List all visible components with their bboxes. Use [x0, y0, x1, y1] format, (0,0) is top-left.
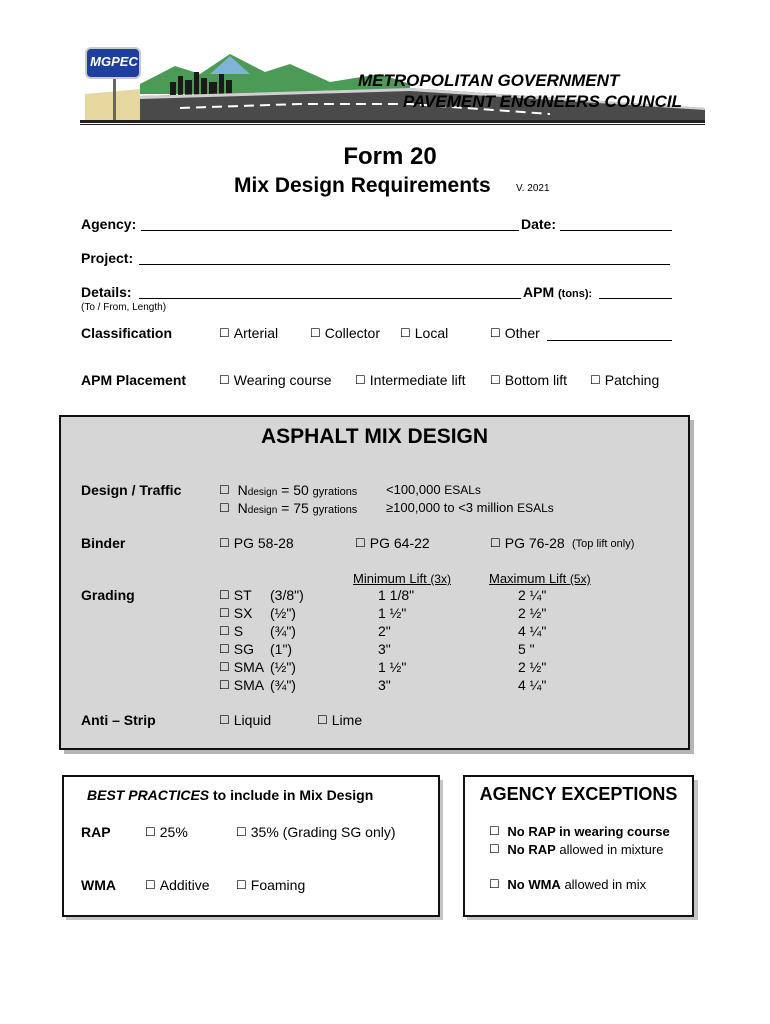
- placement-wearing-checkbox[interactable]: ☐ Wearing course: [219, 372, 332, 388]
- design-eq: = 50: [277, 482, 313, 498]
- best-practices-title-em: BEST PRACTICES: [87, 787, 210, 803]
- max-lift-note: (5x): [569, 572, 591, 586]
- min-lift-text: Minimum Lift: [353, 571, 427, 586]
- design-sub: design: [247, 487, 278, 498]
- max-lift-header: [489, 571, 591, 586]
- grading-sma-half-checkbox[interactable]: ☐ SMA: [219, 659, 264, 675]
- grading-sg-min: 3": [378, 641, 391, 657]
- exception-rest: allowed in mixture: [555, 842, 664, 857]
- wma-additive-checkbox[interactable]: ☐ Additive: [145, 877, 210, 893]
- min-lift-note: (3x): [430, 572, 451, 586]
- design-eq: = 75: [277, 500, 313, 516]
- design-n: N: [237, 482, 248, 498]
- classification-label: Classification: [81, 325, 173, 341]
- asphalt-title: ASPHALT MIX DESIGN: [260, 425, 489, 448]
- apm-unit: (tons):: [558, 288, 593, 300]
- binder-76-28-checkbox[interactable]: ☐ PG 76-28: [490, 535, 565, 551]
- antistrip-label: Anti – Strip: [81, 712, 156, 728]
- apm-label-text: APM: [523, 284, 555, 300]
- rap-label: RAP: [81, 824, 111, 840]
- apm-field[interactable]: [599, 298, 672, 299]
- grading-sg-max: 5 ": [518, 641, 535, 657]
- details-field[interactable]: [139, 298, 521, 299]
- logo-text: MGPEC: [90, 54, 138, 69]
- wma-foaming-checkbox[interactable]: ☐ Foaming: [236, 877, 305, 893]
- grading-sma-threequarter-checkbox[interactable]: ☐ SMA: [219, 677, 264, 693]
- exception-no-rap-mixture-checkbox[interactable]: [489, 842, 663, 857]
- project-field[interactable]: [139, 264, 670, 265]
- max-lift-text: Maximum Lift: [489, 571, 567, 586]
- grading-sma-half-max: 2 ½": [518, 659, 547, 675]
- placement-patching-checkbox[interactable]: ☐ Patching: [590, 372, 659, 388]
- grading-sx-checkbox[interactable]: ☐ SX: [219, 605, 252, 621]
- antistrip-liquid-checkbox[interactable]: ☐ Liquid: [219, 712, 271, 728]
- grading-st-min: 1 1/8": [378, 587, 415, 603]
- esal-value: ≥100,000 to <3 million: [386, 500, 518, 515]
- date-label: Date:: [521, 216, 557, 232]
- details-note: (To / From, Length): [81, 302, 167, 313]
- placement-bottom-checkbox[interactable]: ☐ Bottom lift: [490, 372, 567, 388]
- esal-unit: ESALs: [444, 483, 481, 497]
- grading-st-checkbox[interactable]: ☐ ST: [219, 587, 252, 603]
- apm-label: [523, 284, 592, 300]
- agency-label: Agency:: [81, 216, 137, 232]
- design-unit: gyrations: [312, 486, 358, 498]
- rap-35-checkbox[interactable]: ☐ 35% (Grading SG only): [236, 824, 396, 840]
- grading-sg-size: (1"): [270, 641, 293, 657]
- min-lift-header: [353, 571, 451, 586]
- design-75-esals: [386, 500, 554, 515]
- wma-label: WMA: [81, 877, 116, 893]
- best-practices-title: [87, 787, 373, 803]
- date-field[interactable]: [560, 230, 672, 231]
- form-title: Form 20: [343, 143, 437, 170]
- grading-sx-min: 1 ½": [378, 605, 407, 621]
- esal-value: <100,000: [386, 482, 445, 497]
- grading-st-size: (3/8"): [270, 587, 304, 603]
- grading-st-max: 2 ¼": [518, 587, 547, 603]
- form-subtitle: Mix Design Requirements: [234, 174, 491, 197]
- exception-no-rap-wearing-checkbox[interactable]: [489, 824, 670, 839]
- design-50-esals: [386, 482, 481, 497]
- agency-exceptions-title: AGENCY EXCEPTIONS: [479, 784, 678, 804]
- project-label: Project:: [81, 250, 134, 266]
- grading-sma-threequarter-max: 4 ¼": [518, 677, 547, 693]
- placement-label: APM Placement: [81, 372, 187, 388]
- classification-arterial-checkbox[interactable]: ☐ Arterial: [219, 325, 278, 341]
- binder-64-22-checkbox[interactable]: ☐ PG 64-22: [355, 535, 430, 551]
- exception-bold: No RAP in wearing course: [507, 824, 670, 839]
- org-name-line1: METROPOLITAN GOVERNMENT: [358, 71, 620, 90]
- grading-sx-size: (½"): [270, 605, 296, 621]
- classification-other-field[interactable]: [547, 340, 672, 341]
- binder-note: (Top lift only): [572, 538, 635, 550]
- grading-sma-threequarter-size: (¾"): [270, 677, 296, 693]
- design-75-checkbox[interactable]: [219, 500, 357, 516]
- grading-sg-checkbox[interactable]: ☐ SG: [219, 641, 254, 657]
- grading-sma-half-min: 1 ½": [378, 659, 407, 675]
- grading-s-max: 4 ¼": [518, 623, 547, 639]
- grading-s-min: 2": [378, 623, 391, 639]
- classification-other-checkbox[interactable]: ☐ Other: [490, 325, 540, 341]
- classification-collector-checkbox[interactable]: ☐ Collector: [310, 325, 380, 341]
- antistrip-lime-checkbox[interactable]: ☐ Lime: [317, 712, 362, 728]
- details-label: Details:: [81, 284, 132, 300]
- exception-rest: allowed in mix: [560, 877, 647, 892]
- design-traffic-label: Design / Traffic: [81, 482, 182, 498]
- agency-field[interactable]: [141, 230, 519, 231]
- grading-sma-threequarter-min: 3": [378, 677, 391, 693]
- form-version: V. 2021: [516, 183, 550, 194]
- org-name-line2: PAVEMENT ENGINEERS COUNCIL: [403, 92, 682, 111]
- design-50-checkbox[interactable]: [219, 482, 357, 498]
- grading-label: Grading: [81, 587, 135, 603]
- design-unit: gyrations: [312, 504, 358, 516]
- classification-local-checkbox[interactable]: ☐ Local: [400, 325, 448, 341]
- best-practices-title-rest: to include in Mix Design: [209, 787, 374, 803]
- grading-s-size: (¾"): [270, 623, 296, 639]
- grading-s-checkbox[interactable]: ☐ S: [219, 623, 243, 639]
- design-sub: design: [247, 505, 278, 516]
- exception-no-wma-checkbox[interactable]: [489, 877, 646, 892]
- rap-25-checkbox[interactable]: ☐ 25%: [145, 824, 188, 840]
- design-n: N: [237, 500, 248, 516]
- grading-sx-max: 2 ½": [518, 605, 547, 621]
- esal-unit: ESALs: [517, 501, 554, 515]
- grading-sma-half-size: (½"): [270, 659, 296, 675]
- exception-bold: No WMA: [507, 877, 561, 892]
- exception-bold: No RAP: [507, 842, 556, 857]
- binder-58-28-checkbox[interactable]: ☐ PG 58-28: [219, 535, 294, 551]
- binder-label: Binder: [81, 535, 126, 551]
- placement-intermediate-checkbox[interactable]: ☐ Intermediate lift: [355, 372, 465, 388]
